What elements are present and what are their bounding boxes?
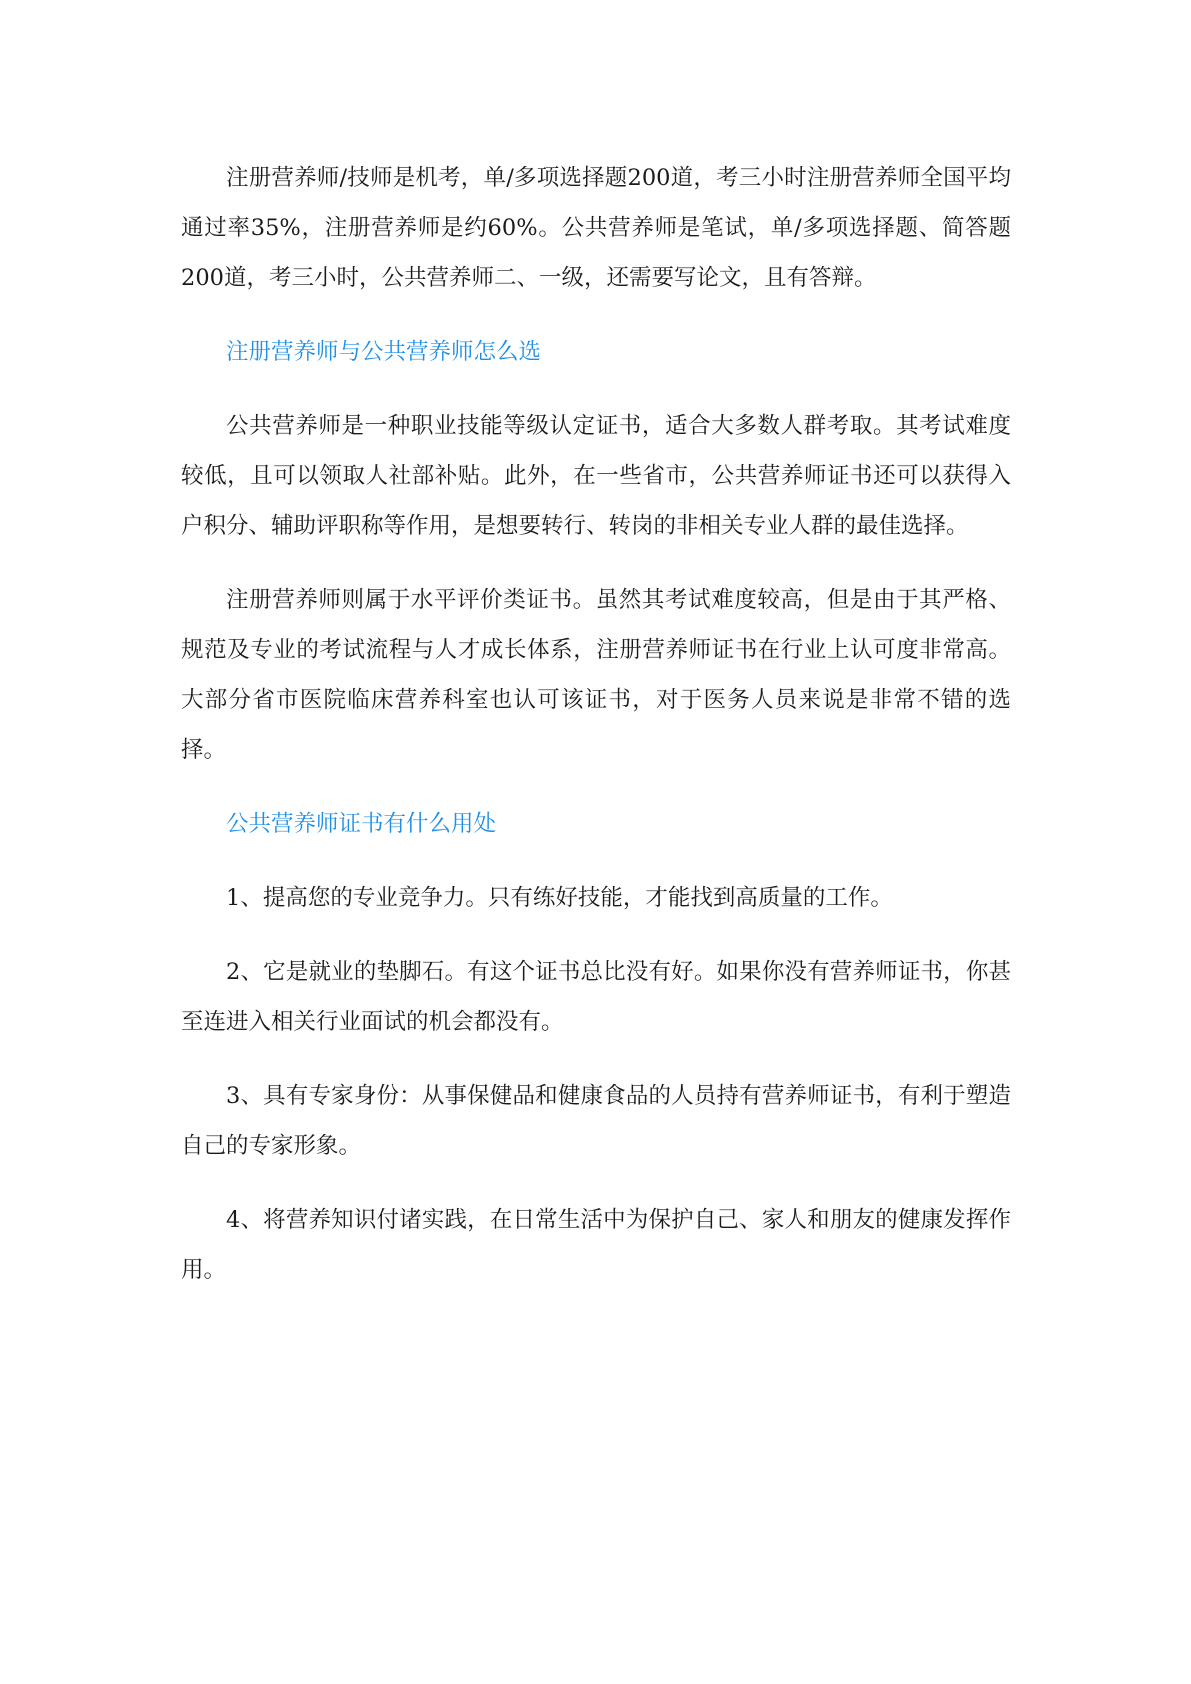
document-body <box>181 153 1011 1319</box>
section-heading-choose: 注册营养师与公共营养师怎么选 <box>226 339 542 365</box>
list-item: 1、提高您的专业竞争力。只有练好技能，才能找到高质量的工作。 <box>226 885 893 911</box>
section-heading-uses: 公共营养师证书有什么用处 <box>226 811 497 837</box>
paragraph-public-nutritionist: 公共营养师是一种职业技能等级认定证书，适合大多数人群考取。其考试难度较低，且可以领取人社部补贴。此外，在一些省市，公共营养师证书还可以获得入户积分、辅助评职称等作用，是想要转行、转岗的非相关专业人群的最佳选择。 <box>181 413 1011 539</box>
list-item: 2、它是就业的垫脚石。有这个证书总比没有好。如果你没有营养师证书，你甚至连进入相关行业面试的机会都没有。 <box>181 959 1011 1035</box>
list-item: 3、具有专家身份：从事保健品和健康食品的人员持有营养师证书，有利于塑造自己的专家形象。 <box>181 1083 1011 1159</box>
list-item: 4、将营养知识付诸实践，在日常生活中为保护自己、家人和朋友的健康发挥作用。 <box>181 1207 1011 1283</box>
intro-paragraph: 注册营养师/技师是机考，单/多项选择题200道，考三小时注册营养师全国平均通过率35%，注册营养师是约60%。公共营养师是笔试，单/多项选择题、简答题200道，考三小时，公共营养师二、一级，还需要写论文，且有答辩。 <box>181 165 1011 291</box>
paragraph-registered-nutritionist: 注册营养师则属于水平评价类证书。虽然其考试难度较高，但是由于其严格、规范及专业的考试流程与人才成长体系，注册营养师证书在行业上认可度非常高。大部分省市医院临床营养科室也认可该证书，对于医务人员来说是非常不错的选择。 <box>181 587 1011 763</box>
